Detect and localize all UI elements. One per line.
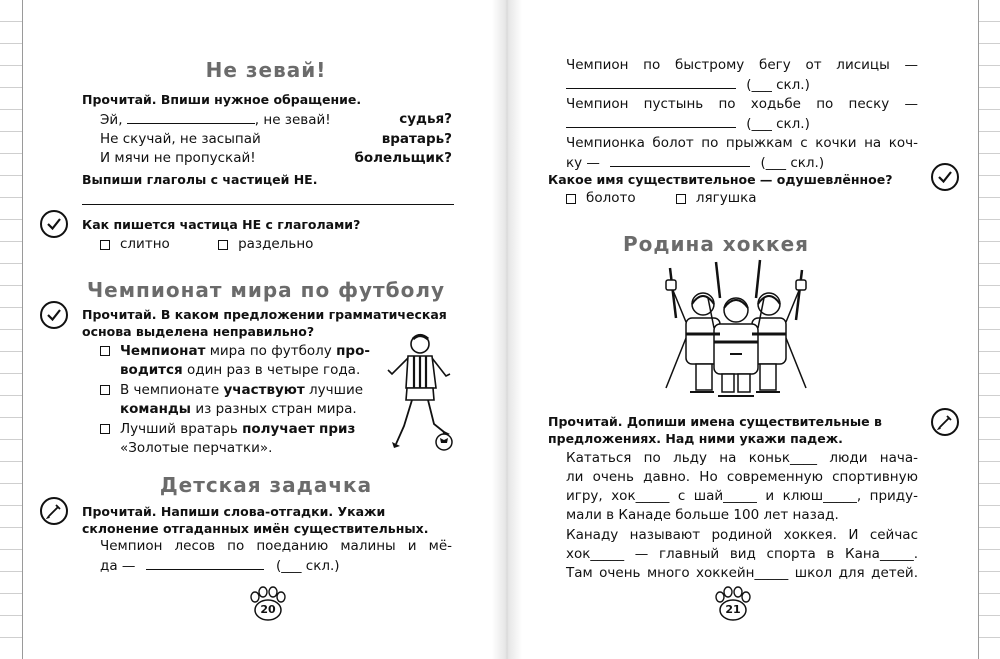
answer-blank (146, 556, 264, 570)
options (100, 235, 337, 256)
pencil-icon (931, 408, 959, 436)
declension-blank: (___ скл.) (760, 155, 825, 171)
option-label: болото (586, 190, 636, 206)
option-label: лягушка (695, 190, 757, 206)
poem-line: , не зевай! (254, 112, 331, 128)
poem (100, 110, 452, 168)
instruction: Прочитай. Впиши нужное обращение. (82, 92, 362, 107)
option-label: слитно (120, 236, 170, 252)
riddle-line: Чемпионка болот по прыжкам с кочки на коч- (566, 135, 918, 151)
declension-blank: (___ скл.) (746, 116, 810, 132)
text-line: мали в Канаде больше 100 лет назад. (566, 507, 839, 523)
instruction: Прочитай. Напиши слова-отгадки. Укажи склонение отгаданных имён существительных. (82, 504, 429, 536)
checkbox[interactable] (100, 385, 110, 395)
list-item: Лучший вратарь получает приз «Золотые перчатки». (100, 420, 380, 458)
address-option: болельщик? (354, 150, 452, 166)
poem-line: И мячи не пропускай! (100, 150, 256, 166)
answer-line (82, 204, 454, 205)
section-title: Не зевай! (205, 58, 327, 82)
checkbox[interactable] (676, 194, 686, 204)
checkbox[interactable] (218, 240, 228, 250)
answer-blank (566, 75, 736, 89)
pencil-icon (40, 497, 68, 525)
paragraph-1 (566, 449, 918, 525)
hockey-team-illustration (656, 258, 816, 400)
page-number: 20 (260, 603, 276, 616)
left-page (78, 0, 454, 659)
section-title: Родина хоккея (622, 232, 810, 256)
text-line: игру, хок_____ с шай_____ и клюш_____, приду- (566, 488, 918, 504)
checkbox[interactable] (100, 346, 110, 356)
riddle (100, 537, 452, 576)
book-gutter (492, 0, 522, 659)
answer-blank (610, 153, 750, 167)
instruction: Прочитай. Допиши имена существительные в предложениях. Над ними укажи падеж. (548, 414, 882, 446)
sentence-list (100, 342, 380, 459)
question: Как пишется частица НЕ с глаголами? (82, 217, 361, 232)
right-page (548, 0, 920, 659)
text-line: Канаду называют родиной хоккея. И сейчас (566, 527, 918, 543)
text-line: ли очень давно. Но современную спортивную (566, 469, 918, 485)
instruction: Прочитай. В каком предложении грамматическая основа выделена неправильно? (82, 307, 447, 339)
riddle-line: Чемпион пустынь по ходьбе по песку — (566, 96, 918, 112)
riddles (566, 56, 918, 173)
right-margin-rule (978, 0, 979, 659)
question: Какое имя существительное — одушевлённое? (548, 172, 893, 187)
answer-blank (566, 114, 736, 128)
option-label: раздельно (238, 236, 314, 252)
checkbox[interactable] (100, 424, 110, 434)
answer-blank (127, 110, 255, 124)
text-line: Кататься по льду на коньк____ люди нача- (566, 450, 918, 466)
check-icon (40, 301, 68, 329)
riddle-line: да — (100, 558, 136, 574)
declension-blank: (___ скл.) (746, 77, 810, 93)
check-icon (931, 163, 959, 191)
options (566, 189, 781, 210)
left-margin-lines (0, 0, 22, 659)
left-margin-rule (22, 0, 23, 659)
football-player-illustration (380, 330, 460, 452)
checkbox[interactable] (566, 194, 576, 204)
list-item: В чемпионате участвуют лучшие команды из разных стран мира. (100, 381, 380, 419)
right-margin-lines (978, 0, 1000, 659)
riddle-line: ку — (566, 155, 600, 171)
task: Выпиши глаголы с частицей НЕ. (82, 172, 318, 187)
checkbox[interactable] (100, 240, 110, 250)
address-option: вратарь? (381, 131, 452, 147)
riddle-line: Чемпион лесов по поеданию малины и мё- (100, 538, 452, 554)
paragraph-2 (566, 526, 918, 583)
poem-line: Не скучай, не засыпай (100, 131, 261, 147)
riddle-line: Чемпион по быстрому бегу от лисицы — (566, 57, 918, 73)
section-title: Детская задачка (159, 473, 373, 497)
text-line: Там очень много хоккейн_____ школ для детей. (566, 565, 918, 581)
poem-line: Эй, (100, 112, 123, 128)
list-item: Чемпионат мира по футболу про- водится один раз в четыре года. (100, 342, 380, 380)
declension-blank: (___ скл.) (276, 558, 340, 574)
page-number: 21 (725, 603, 741, 616)
check-icon (40, 210, 68, 238)
address-option: судья? (399, 111, 452, 127)
section-title: Чемпионат мира по футболу (86, 278, 446, 302)
text-line: хок_____ — главный вид спорта в Кана_____. (566, 546, 918, 562)
